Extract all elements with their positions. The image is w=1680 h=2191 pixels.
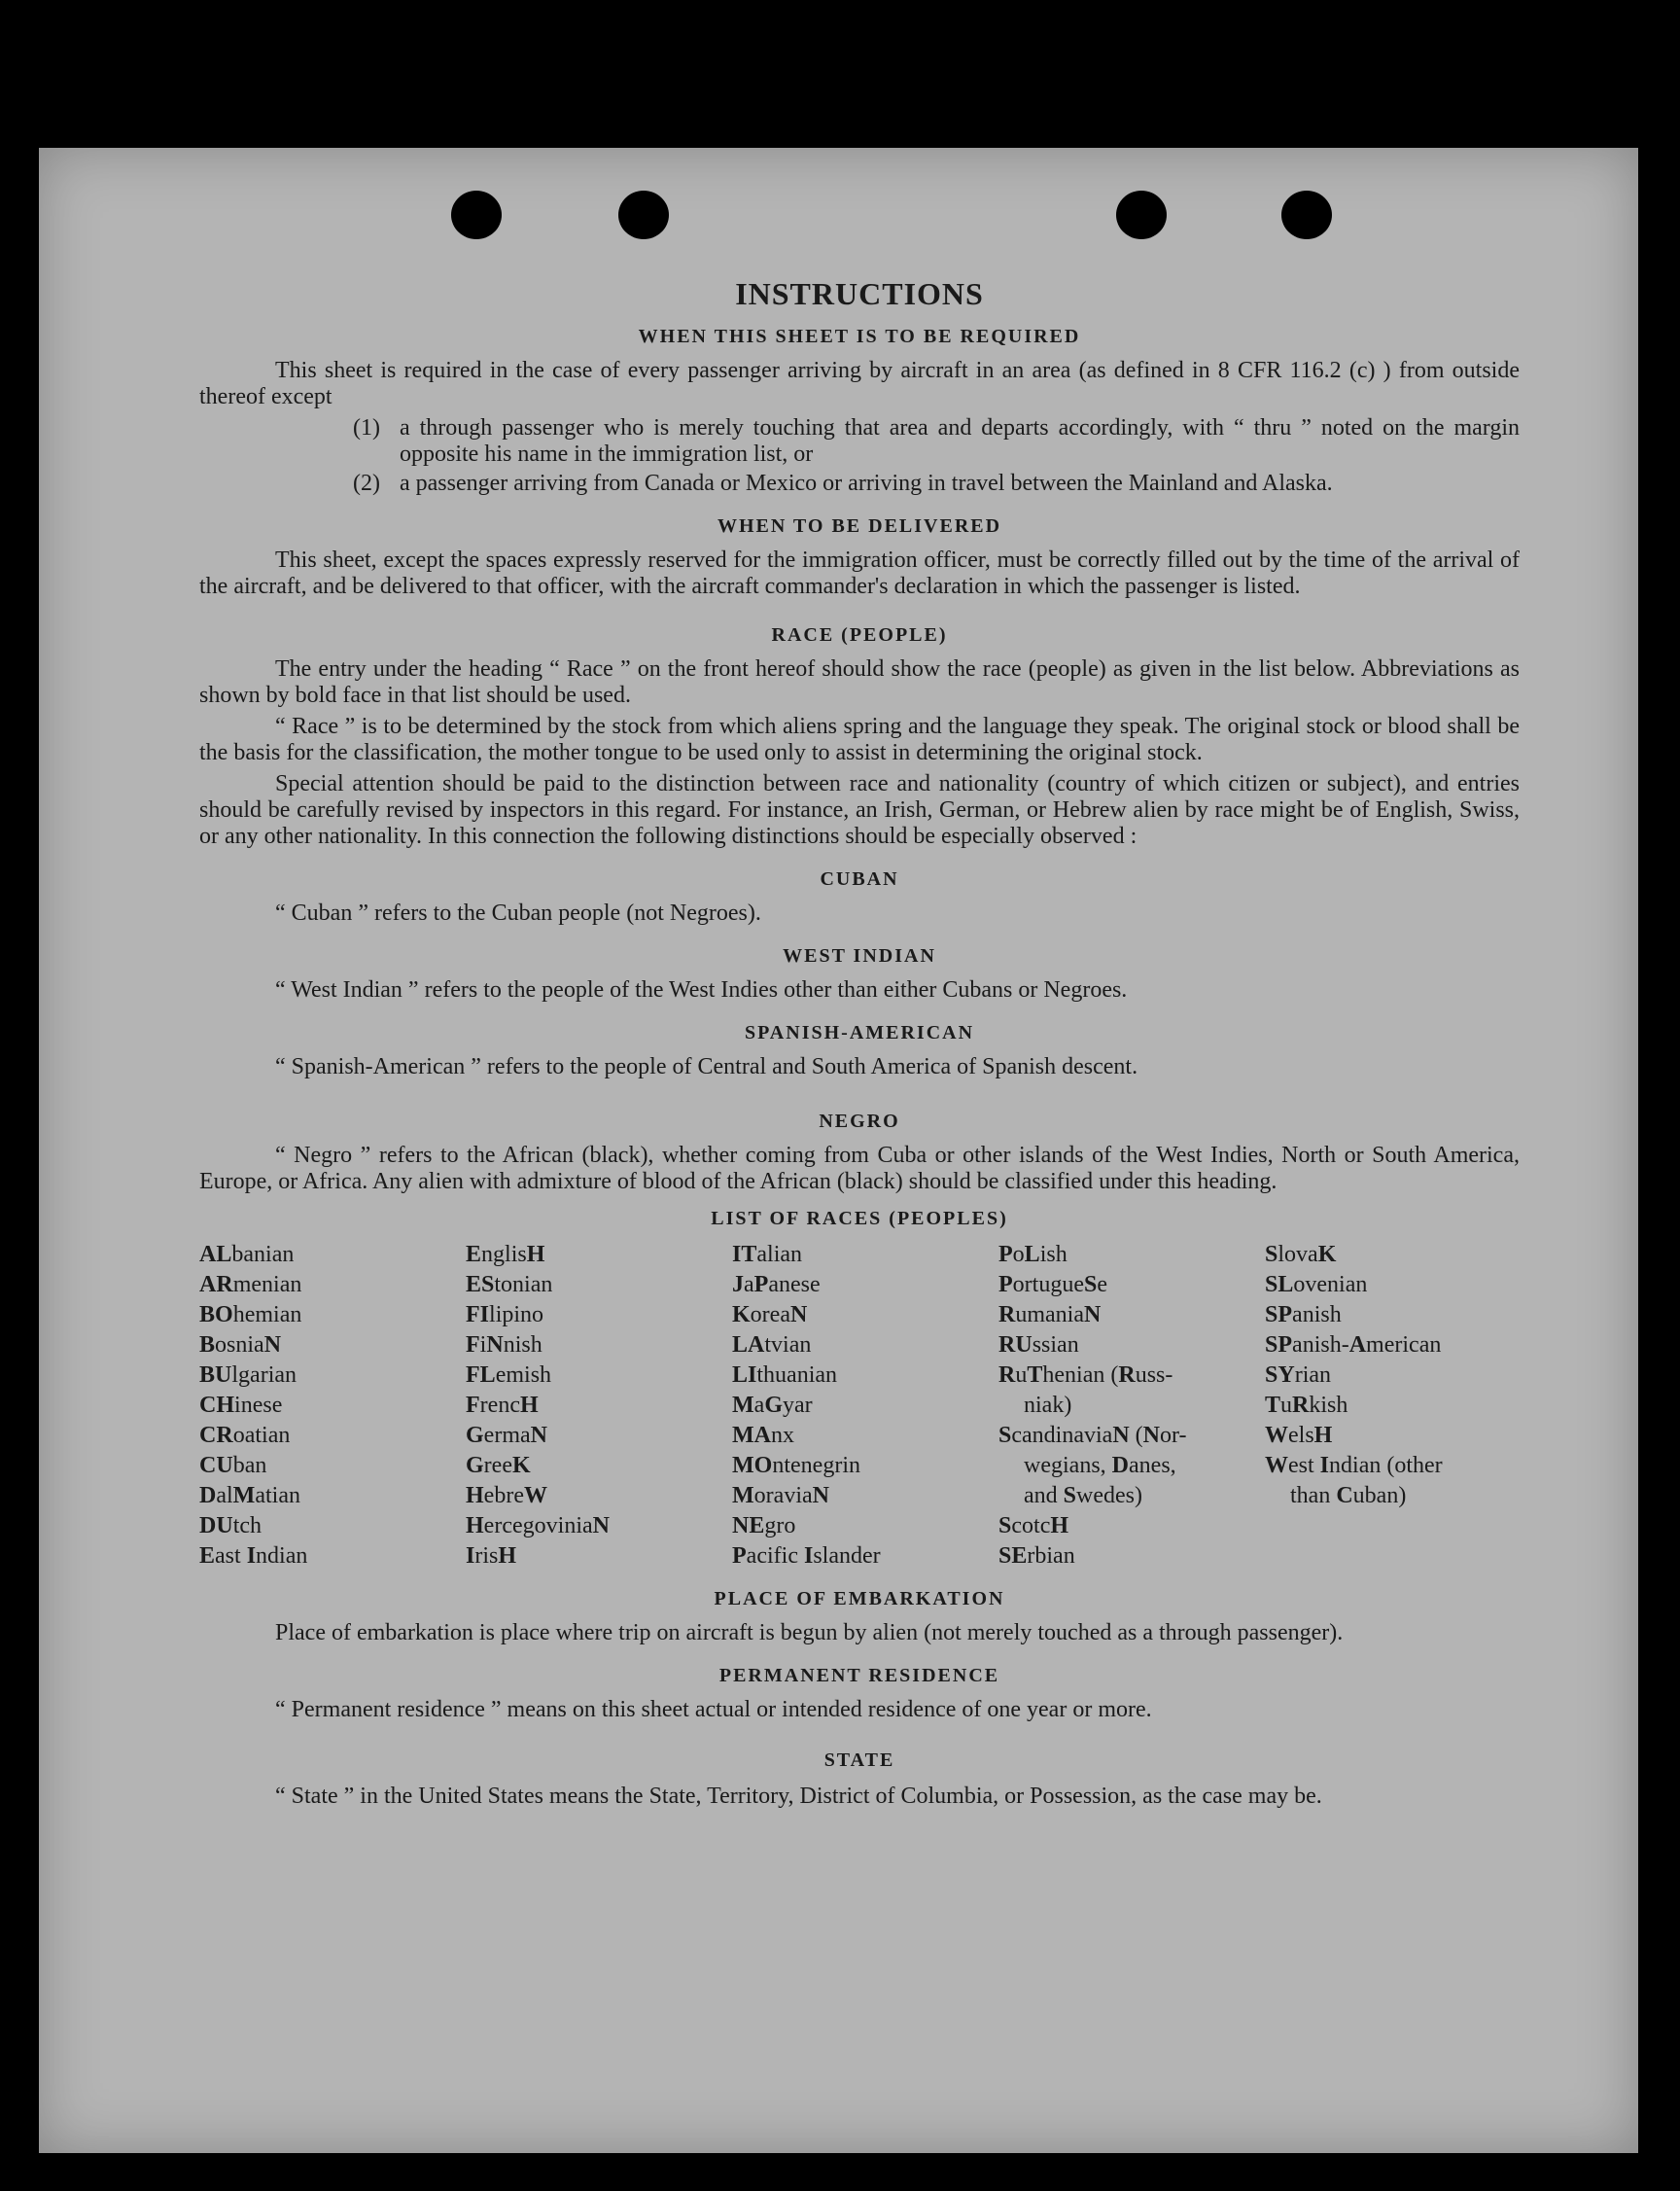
paragraph-race-3: Special attention should be paid to the distinction between race and nationality (country of which citizen or subject), and entries should be carefully revised by inspectors in this regard. For instance, an Irish, German, or Hebrew alien by race might be of English, Swiss, or any other nationality. In this connection the following distinctions should be especially observed : xyxy=(199,771,1520,849)
race-entry: NEgro xyxy=(732,1513,796,1538)
punch-hole xyxy=(451,191,502,239)
punch-hole xyxy=(1281,191,1332,239)
race-entry: ITalian xyxy=(732,1242,803,1267)
race-entry: SPanish-American xyxy=(1265,1332,1442,1358)
race-entry: EnglisH xyxy=(466,1242,545,1267)
race-entry: FrencH xyxy=(466,1393,539,1418)
paragraph-negro: “ Negro ” refers to the African (black), whether coming from Cuba or other islands of the West Indies, North or South America, Europe, or Africa. Any alien with admixture of blood of the African (black) should be classified under this heading. xyxy=(199,1143,1520,1194)
races-column xyxy=(466,1240,732,1572)
race-entry: LIthuanian xyxy=(732,1362,838,1388)
heading-permanent-residence: PERMANENT RESIDENCE xyxy=(718,1665,1000,1686)
heading-state: STATE xyxy=(823,1749,895,1771)
race-entry: DalMatian xyxy=(199,1483,300,1508)
race-entry: JaPanese xyxy=(732,1272,821,1297)
paragraph-spanish-american: “ Spanish-American ” refers to the people of Central and South America of Spanish descent. xyxy=(275,1054,1138,1079)
race-entry: SLovenian xyxy=(1265,1272,1368,1297)
heading-delivered: WHEN TO BE DELIVERED xyxy=(717,515,1002,537)
heading-embarkation: PLACE OF EMBARKATION xyxy=(714,1588,1005,1609)
paragraph-delivered: This sheet, except the spaces expressly reserved for the immigration officer, must be correctly filled out by the time of the arrival of the aircraft, and be delivered to that officer, with the aircraft commander's declaration in which the passenger is listed. xyxy=(199,548,1520,599)
race-entry: IrisH xyxy=(466,1543,517,1569)
race-entry: LAtvian xyxy=(732,1332,812,1358)
race-entry: HebreW xyxy=(466,1483,547,1508)
race-entry: ScotcH xyxy=(998,1513,1069,1538)
race-entry: wegians, Danes, xyxy=(1024,1453,1176,1478)
race-entry: SErbian xyxy=(998,1543,1075,1569)
list-item xyxy=(353,471,1520,497)
race-entry: GreeK xyxy=(466,1453,531,1478)
race-entry: ScandinaviaN (Nor- xyxy=(998,1423,1187,1448)
race-entry: BOhemian xyxy=(199,1302,302,1327)
heading-cuban: CUBAN xyxy=(820,868,899,890)
race-entry: WelsH xyxy=(1265,1423,1333,1448)
heading-required: WHEN THIS SHEET IS TO BE REQUIRED xyxy=(638,326,1081,347)
paragraph-race-1: The entry under the heading “ Race ” on the front hereof should show the race (people) as given in the list below. Abbreviations as shown by bold face in that list should be used. xyxy=(199,656,1520,708)
punch-hole xyxy=(618,191,669,239)
race-entry: SPanish xyxy=(1265,1302,1342,1327)
paragraph-required: This sheet is required in the case of every passenger arriving by aircraft in an area (as defined in 8 CFR 116.2 (c) ) from outside thereof except xyxy=(199,358,1520,409)
race-entry: FiNnish xyxy=(466,1332,542,1358)
paragraph-west-indian: “ West Indian ” refers to the people of the West Indies other than either Cubans or Negroes. xyxy=(275,977,1128,1003)
races-column xyxy=(1265,1240,1520,1572)
item-text: a passenger arriving from Canada or Mexico or arriving in travel between the Mainland and Alaska. xyxy=(400,471,1333,496)
paragraph-race-2: “ Race ” is to be determined by the stock from which aliens spring and the language they speak. The original stock or blood shall be the basis for the classification, the mother tongue to be used only to assist in determining the original stock. xyxy=(199,714,1520,765)
paragraph-cuban: “ Cuban ” refers to the Cuban people (not Negroes). xyxy=(275,901,761,926)
race-entry: SYrian xyxy=(1265,1362,1332,1388)
race-entry: Pacific Islander xyxy=(732,1543,881,1569)
race-entry: MaGyar xyxy=(732,1393,813,1418)
races-list xyxy=(199,1240,1520,1572)
race-entry: niak) xyxy=(1024,1393,1072,1418)
race-entry: DUtch xyxy=(199,1513,262,1538)
race-entry: MoraviaN xyxy=(732,1483,829,1508)
race-entry: GermaN xyxy=(466,1423,547,1448)
race-entry: RumaniaN xyxy=(998,1302,1102,1327)
paragraph-state: “ State ” in the United States means the State, Territory, District of Columbia, or Possession, as the case may be. xyxy=(275,1784,1322,1809)
race-entry: CUban xyxy=(199,1453,267,1478)
punch-hole xyxy=(1116,191,1167,239)
race-entry: CHinese xyxy=(199,1393,283,1418)
race-entry: and Swedes) xyxy=(1024,1483,1143,1508)
paragraph-permanent-residence: “ Permanent residence ” means on this sheet actual or intended residence of one year or more. xyxy=(275,1697,1152,1722)
race-entry: RUssian xyxy=(998,1332,1079,1358)
item-text: a through passenger who is merely touching that area and departs accordingly, with “ thru ” noted on the margin opposite his name in the immigration list, or xyxy=(400,415,1520,467)
races-column xyxy=(199,1240,466,1572)
race-entry: CRoatian xyxy=(199,1423,291,1448)
race-entry: BUlgarian xyxy=(199,1362,298,1388)
race-entry: MAnx xyxy=(732,1423,794,1448)
race-entry: West Indian (other xyxy=(1265,1453,1443,1478)
race-entry: FIlipino xyxy=(466,1302,544,1327)
race-entry: MOntenegrin xyxy=(732,1453,860,1478)
races-column xyxy=(732,1240,998,1572)
list-item xyxy=(353,415,1520,468)
race-entry: SlovaK xyxy=(1265,1242,1337,1267)
paragraph-embarkation: Place of embarkation is place where trip on aircraft is begun by alien (not merely touched as a through passenger). xyxy=(275,1620,1344,1645)
race-entry: FLemish xyxy=(466,1362,552,1388)
heading-spanish-american: SPANISH-AMERICAN xyxy=(744,1022,975,1043)
race-entry: EStonian xyxy=(466,1272,553,1297)
race-entry: PoLish xyxy=(998,1242,1068,1267)
race-entry: RuThenian (Russ- xyxy=(998,1362,1173,1388)
race-entry: PortugueSe xyxy=(998,1272,1108,1297)
heading-list-of-races: LIST OF RACES (PEOPLES) xyxy=(711,1208,1008,1229)
item-number: (2) xyxy=(353,471,380,496)
page-title: INSTRUCTIONS xyxy=(735,276,984,311)
race-entry: KoreaN xyxy=(732,1302,808,1327)
heading-west-indian: WEST INDIAN xyxy=(783,945,936,967)
race-entry: TuRkish xyxy=(1265,1393,1348,1418)
races-column xyxy=(998,1240,1265,1572)
race-entry: than Cuban) xyxy=(1290,1483,1407,1508)
race-entry: ARmenian xyxy=(199,1272,302,1297)
heading-negro: NEGRO xyxy=(819,1111,900,1132)
heading-race: RACE (PEOPLE) xyxy=(771,624,948,646)
race-entry: ALbanian xyxy=(199,1242,295,1267)
race-entry: BosniaN xyxy=(199,1332,282,1358)
race-entry: East Indian xyxy=(199,1543,308,1569)
race-entry: HercegoviniaN xyxy=(466,1513,610,1538)
document-sheet xyxy=(39,148,1638,2153)
instructions-content xyxy=(199,276,1520,1817)
item-number: (1) xyxy=(353,415,380,441)
